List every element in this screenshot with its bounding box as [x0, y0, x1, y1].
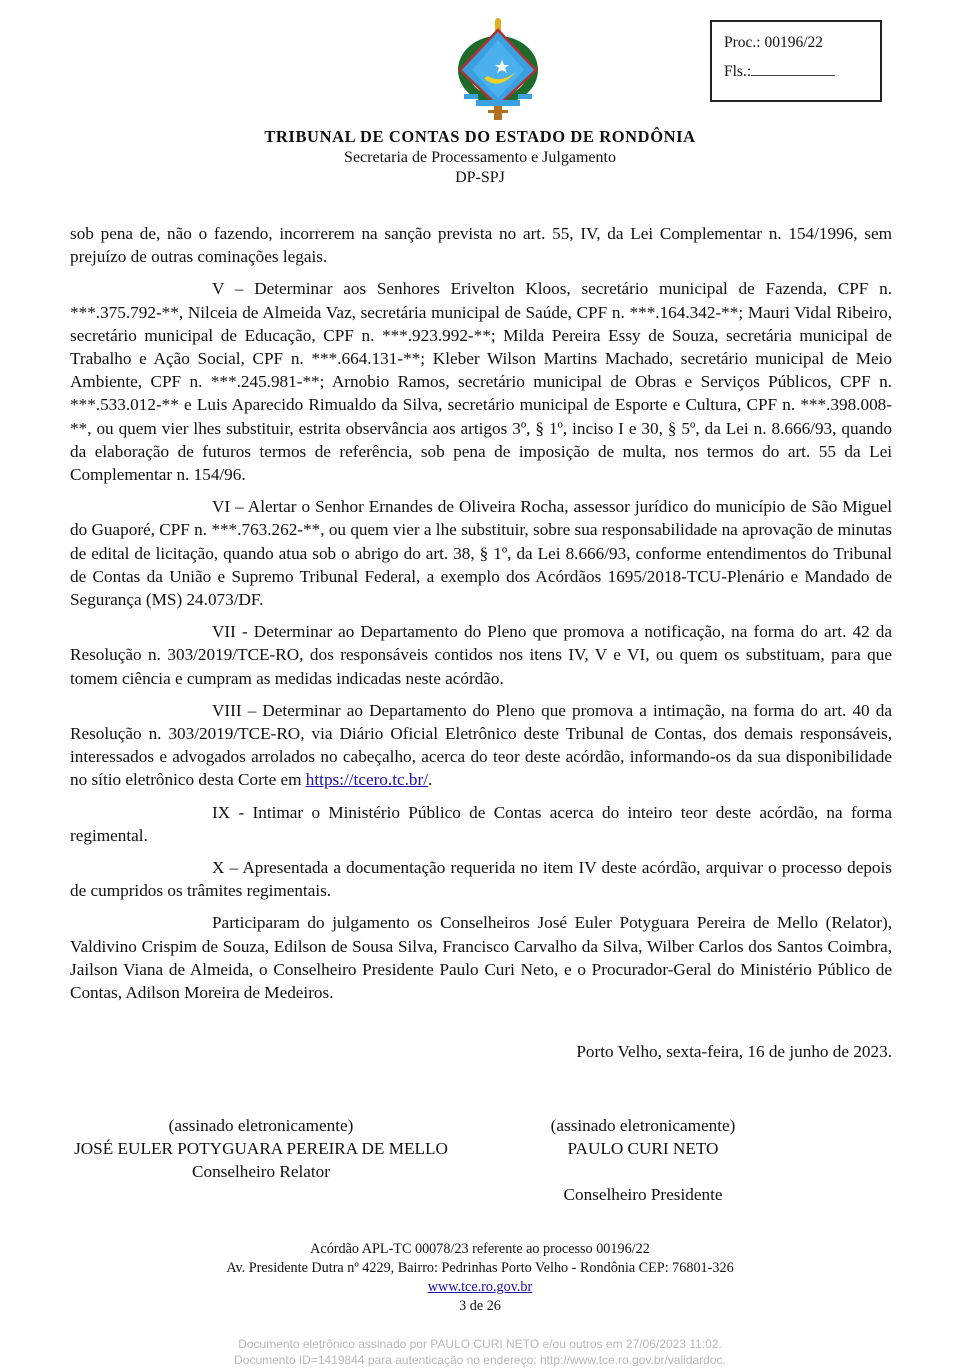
paragraph-continuation: sob pena de, não o fazendo, incorrerem na sanção prevista no art. 55, IV, da Lei Complementar n. 154/1996, sem prejuízo de outras cominações legais.	[70, 224, 892, 267]
institution-title: TRIBUNAL DE CONTAS DO ESTADO DE RONDÔNIA	[264, 127, 696, 146]
paragraph-item-ix: IX - Intimar o Ministério Público de Contas acerca do inteiro teor deste acórdão, na forma regimental.	[70, 802, 892, 845]
paragraph-item-viii-suffix: .	[428, 770, 433, 790]
dateline: Porto Velho, sexta-feira, 16 de junho de 2023.	[576, 1042, 892, 1061]
signatory-role: Conselheiro Presidente	[563, 1185, 723, 1204]
signature-status: (assinado eletronicamente)	[550, 1116, 736, 1135]
signature-relator	[70, 1114, 452, 1183]
folhas-blank-line	[751, 61, 835, 76]
electronic-signature-watermark	[0, 1336, 960, 1368]
signatory-role: Conselheiro Relator	[192, 1162, 330, 1181]
folhas-label: Fls.:	[724, 63, 752, 80]
process-number: Proc.: 00196/22	[724, 34, 824, 51]
document-body	[70, 222, 892, 1013]
paragraph-item-viii	[70, 699, 892, 792]
signatory-name: JOSÉ EULER POTYGUARA PEREIRA DE MELLO	[74, 1139, 448, 1158]
department-code: DP-SPJ	[455, 169, 505, 186]
rondonia-coat-of-arms-icon	[450, 14, 546, 124]
paragraph-item-vi: VI – Alertar o Senhor Ernandes de Oliveira Rocha, assessor jurídico do município de São Miguel do Guaporé, CPF n. ***.763.262-**, ou quem vier a lhe substituir, sobre sua responsabilidade na aprovação de minutas de edital de licitação, quando atua sob o abrigo do art. 38, § 1º, da Lei 8.666/93, conforme entendimentos do Tribunal de Contas da União e Supremo Tribunal Federal, a exemplo dos Acórdãos 1695/2018-TCU-Plenário e Mandado de Segurança (MS) 24.073/DF.	[70, 497, 892, 610]
document-footer	[0, 1240, 960, 1316]
signature-presidente	[500, 1114, 786, 1206]
paragraph-participants: Participaram do julgamento os Conselheiros José Euler Potyguara Pereira de Mello (Relator), Valdivino Crispim de Souza, Edilson de Sousa Silva, Francisco Carvalho da Silva, Wilber Carlos dos Santos Coimbra, Jailson Viana de Almeida, o Conselheiro Presidente Paulo Curi Neto, e o Procurador-Geral do Ministério Público de Contas, Adilson Moreira de Medeiros.	[70, 913, 892, 1003]
institution-address: Av. Presidente Dutra nº 4229, Bairro: Pedrinhas Porto Velho - Rondônia CEP: 76801-326	[226, 1260, 734, 1276]
institution-subtitle: Secretaria de Processamento e Julgamento	[344, 149, 616, 166]
paragraph-item-v: V – Determinar aos Senhores Erivelton Kloos, secretário municipal de Fazenda, CPF n. ***.375.792-**, Nilceia de Almeida Vaz, secretária municipal de Saúde, CPF n. ***.164.342-**; Mauri Vidal Ribeiro, secretário municipal de Educação, CPF n. ***.923.992-**; Milda Pereira Essy de Souza, secretária municipal de Trabalho e Ação Social, CPF n. ***.664.131-**; Kleber Wilson Martins Machado, secretário municipal de Meio Ambiente, CPF n. ***.245.981-**; Arnobio Ramos, secretário municipal de Obras e Serviços Públicos, CPF n. ***.533.012-** e Luis Aparecido Rimualdo da Silva, secretário municipal de Esporte e Cultura, CPF n. ***.398.008-**, ou quem vier lhes substituir, estrita observância aos artigos 3º, § 1º, inciso I e 30, § 5º, da Lei n. 8.666/93, quando da elaboração de futuros termos de referência, sob pena de imposição de multa, nos termos do art. 55 da Lei Complementar n. 154/96.	[70, 279, 892, 485]
page-number: 3 de 26	[459, 1298, 501, 1314]
signature-spacer	[500, 1160, 786, 1183]
paragraph-item-vii: VII - Determinar ao Departamento do Pleno que promova a notificação, na forma do art. 42 da Resolução n. 303/2019/TCE-RO, dos responsáveis contidos nos itens IV, V e VI, ou quem os substituam, para que tomem ciência e cumpram as medidas indicadas neste acórdão.	[70, 622, 892, 688]
paragraph-item-viii-text: VIII – Determinar ao Departamento do Pleno que promova a intimação, na forma do art. 40 da Resolução n. 303/2019/TCE-RO, via Diário Oficial Eletrônico deste Tribunal de Contas, dos demais responsáveis, interessados e advogados arrolados no cabeçalho, acerca do teor deste acórdão, informando-os da sua disponibilidade no sítio eletrônico desta Corte em	[70, 700, 892, 790]
watermark-line-1: Documento eletrônico assinado por PAULO CURI NETO e/ou outros em 27/06/2023 11:02.	[238, 1337, 722, 1351]
document-header	[0, 126, 960, 188]
paragraph-item-x: X – Apresentada a documentação requerida no item IV deste acórdão, arquivar o processo depois de cumpridos os trâmites regimentais.	[70, 858, 892, 901]
website-link[interactable]: www.tce.ro.gov.br	[427, 1279, 533, 1295]
watermark-line-2: Documento ID=1419844 para autenticação no endereço: http://www.tce.ro.gov.br/validardoc.	[234, 1353, 726, 1367]
process-box	[710, 20, 882, 102]
tcero-link[interactable]: https://tcero.tc.br/	[305, 770, 428, 790]
signatory-name: PAULO CURI NETO	[567, 1139, 719, 1158]
folhas-field	[724, 57, 880, 86]
signature-status: (assinado eletronicamente)	[168, 1116, 354, 1135]
acordao-reference: Acórdão APL-TC 00078/23 referente ao processo 00196/22	[310, 1241, 650, 1257]
